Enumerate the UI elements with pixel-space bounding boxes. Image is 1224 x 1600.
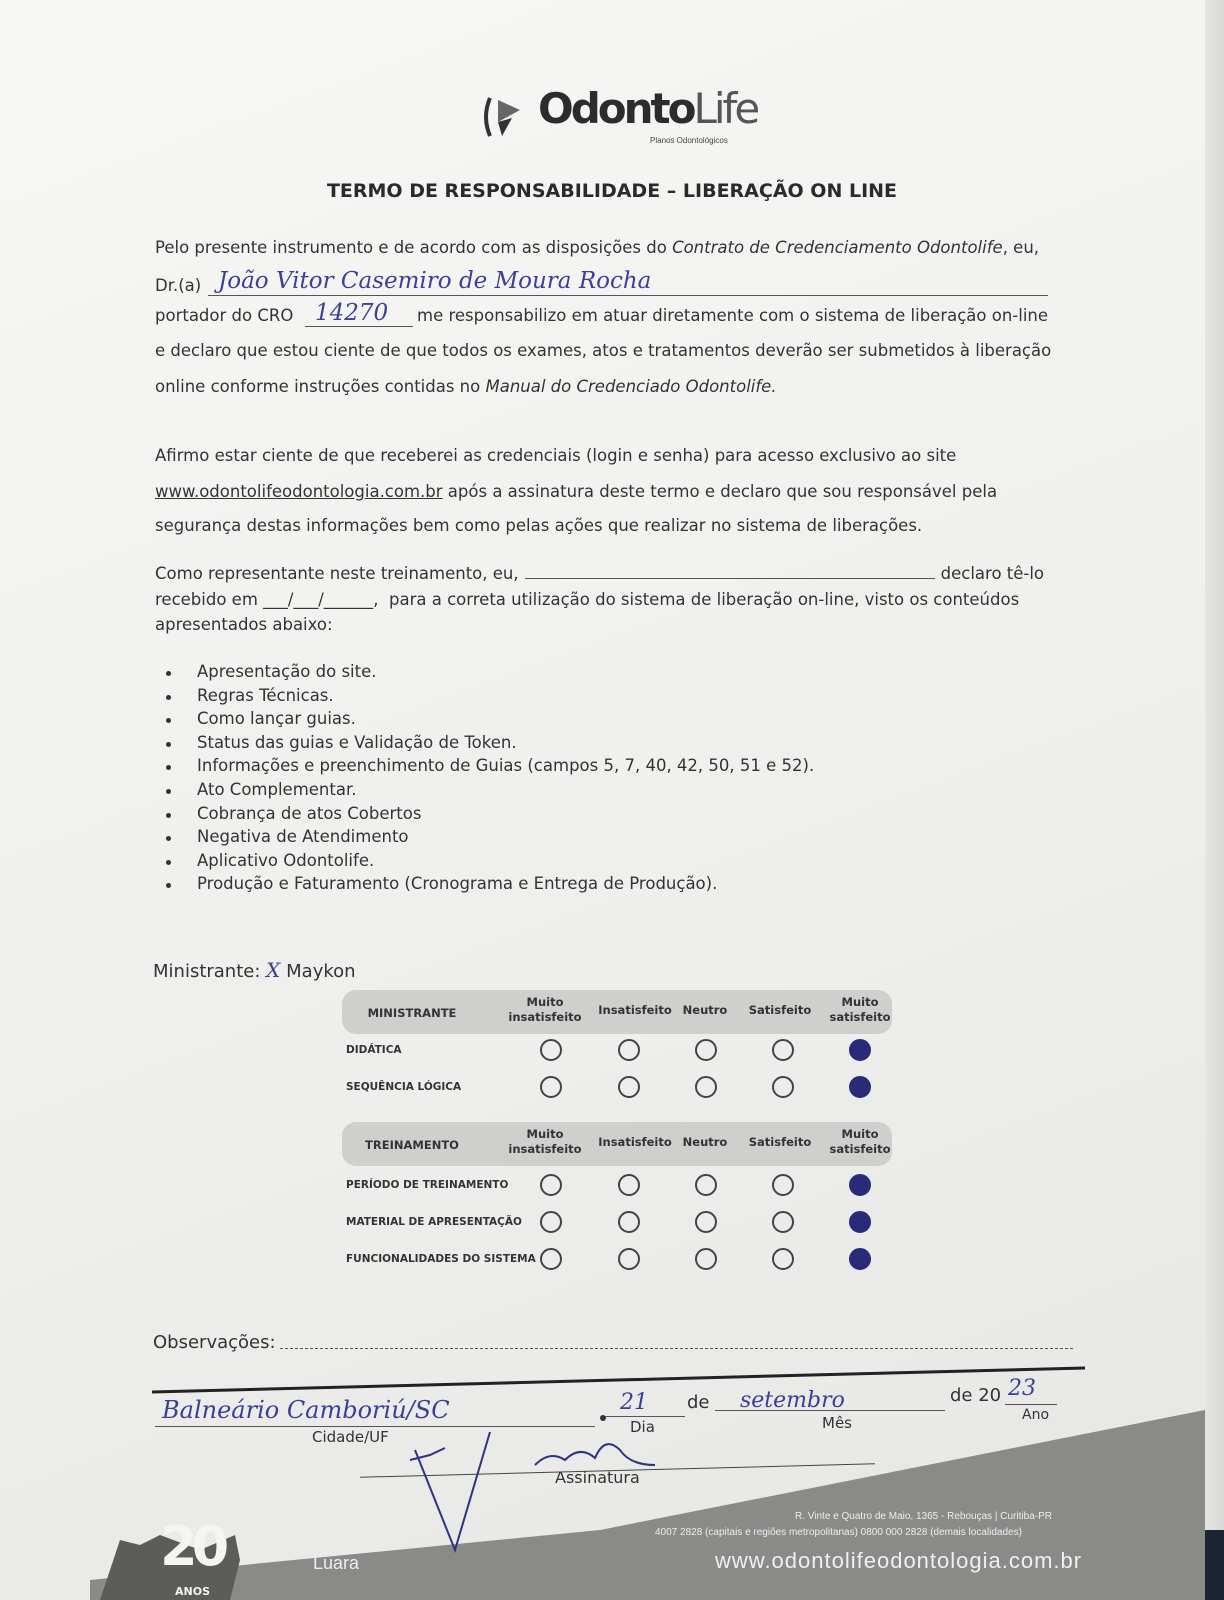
rating-row-label: MATERIAL DE APRESENTAÇÃO (346, 1216, 522, 1228)
table2-header-label: TREINAMENTO (365, 1138, 459, 1152)
rating-radio[interactable] (695, 1039, 717, 1061)
scale-header: Satisfeito (748, 1135, 812, 1149)
scale-header: Muito satisfeito (829, 1127, 891, 1156)
background-strip (1205, 1530, 1224, 1600)
topic-item: Status das guias e Validação de Token. (160, 733, 814, 757)
year-prefix: de 20 (950, 1385, 1002, 1406)
para2-line2: www.odontolifeodontologia.com.br após a assinatura deste termo e declaro que sou responsável pela (155, 482, 998, 501)
cro-label: portador do CRO (155, 306, 294, 325)
month-handwritten: setembro (740, 1388, 845, 1413)
para3-line1: Como representante neste treinamento, eu, declaro tê-lo (155, 564, 1045, 583)
city-handwritten: Balneário Camboriú/SC (162, 1396, 450, 1424)
footer-address: R. Vinte e Quatro de Maio, 1365 - Rebouças | Curitiba-PR (795, 1511, 1052, 1522)
scale-header: Satisfeito (748, 1003, 812, 1017)
logo-wordmark: OdontoLife (538, 84, 758, 133)
scale-header: Muito insatisfeito (508, 995, 582, 1024)
rating-radio[interactable] (618, 1039, 640, 1061)
para1-line4: e declaro que estou ciente de que todos os exames, atos e tratamentos deverão ser submetidos à liberação (155, 341, 1052, 360)
rating-radio[interactable] (849, 1174, 871, 1196)
day-handwritten: 21 (620, 1390, 648, 1415)
topic-item: Apresentação do site. (160, 662, 814, 686)
rating-radio[interactable] (695, 1076, 717, 1098)
scale-header: Muito satisfeito (829, 995, 891, 1024)
website-link[interactable]: www.odontolifeodontologia.com.br (155, 482, 443, 501)
rating-radio[interactable] (618, 1174, 640, 1196)
rating-radio[interactable] (540, 1248, 562, 1270)
rating-row-label: DIDÁTICA (346, 1044, 402, 1056)
scale-header: Neutro (682, 1135, 728, 1149)
scale-header: Muito insatisfeito (508, 1127, 582, 1156)
rating-radio[interactable] (540, 1039, 562, 1061)
rating-radio[interactable] (772, 1211, 794, 1233)
observacoes-line (280, 1348, 1073, 1349)
para1-line3: me responsabilizo em atuar diretamente com o sistema de liberação on-line (417, 306, 1049, 325)
day-label: Dia (630, 1418, 655, 1436)
rating-radio[interactable] (695, 1248, 717, 1270)
signature-handwritten (355, 1430, 875, 1560)
rating-row-label: FUNCIONALIDADES DO SISTEMA (346, 1253, 536, 1265)
odontolife-logo (478, 84, 768, 154)
de-text: de (687, 1392, 710, 1413)
topics-list (160, 662, 814, 898)
para1-line5: online conforme instruções contidas no Manual do Credenciado Odontolife. (155, 377, 777, 396)
dr-name-line (208, 295, 1048, 296)
ministrante-check-mark: X (266, 958, 281, 982)
para3-line3: apresentados abaixo: (155, 615, 333, 634)
rating-radio[interactable] (849, 1076, 871, 1098)
rating-radio[interactable] (849, 1248, 871, 1270)
rating-radio[interactable] (772, 1174, 794, 1196)
rating-radio[interactable] (695, 1174, 717, 1196)
logo-tagline: Planos Odontológicos (650, 136, 728, 145)
para1-line1: Pelo presente instrumento e de acordo com as disposições do Contrato de Credenciamento Odontolife, eu, (155, 238, 1040, 257)
topic-item: Produção e Faturamento (Cronograma e Entrega de Produção). (160, 874, 814, 898)
topic-item: Negativa de Atendimento (160, 827, 814, 851)
year-handwritten: 23 (1008, 1376, 1036, 1401)
footer-phones: 4007 2828 (capitais e regiões metropolitanas) 0800 000 2828 (demais localidades) (655, 1527, 1022, 1538)
dr-name-handwritten: João Vitor Casemiro de Moura Rocha (218, 268, 652, 294)
topic-item: Regras Técnicas. (160, 686, 814, 710)
topic-item: Ato Complementar. (160, 780, 814, 804)
signature-label: Assinatura (555, 1468, 640, 1487)
rating-radio[interactable] (772, 1248, 794, 1270)
anniversary-badge: 20 (160, 1515, 224, 1578)
footer-website: www.odontolifeodontologia.com.br (715, 1548, 1083, 1573)
rating-radio[interactable] (618, 1248, 640, 1270)
ministrante-line: Ministrante: X Maykon (153, 958, 356, 982)
rating-row-label: SEQUÊNCIA LÓGICA (346, 1081, 462, 1093)
topic-item: Informações e preenchimento de Guias (campos 5, 7, 40, 42, 50, 51 e 52). (160, 756, 814, 780)
year-label: Ano (1022, 1407, 1050, 1423)
para2-line1: Afirmo estar ciente de que receberei as credenciais (login e senha) para acesso exclusivo ao site (155, 446, 957, 465)
rating-radio[interactable] (849, 1039, 871, 1061)
para3-line2: recebido em ___/___/______, para a correta utilização do sistema de liberação on-line, visto os conteúdos (155, 590, 1020, 609)
cro-line (305, 326, 413, 327)
rating-radio[interactable] (849, 1211, 871, 1233)
rating-radio[interactable] (618, 1211, 640, 1233)
rating-radio[interactable] (772, 1076, 794, 1098)
scale-header: Neutro (682, 1003, 728, 1017)
rating-radio[interactable] (540, 1174, 562, 1196)
table1-header-label: MINISTRANTE (367, 1006, 457, 1020)
topic-item: Cobrança de atos Cobertos (160, 804, 814, 828)
topic-item: Como lançar guias. (160, 709, 814, 733)
topic-item: Aplicativo Odontolife. (160, 851, 814, 875)
page-edge (1205, 0, 1224, 1600)
observacoes-label: Observações: (153, 1332, 276, 1353)
tooth-logo-icon (480, 92, 530, 142)
month-label: Mês (822, 1414, 852, 1432)
rating-radio[interactable] (695, 1211, 717, 1233)
scale-header: Insatisfeito (598, 1135, 672, 1149)
para2-line3: segurança destas informações bem como pelas ações que realizar no sistema de liberações. (155, 516, 923, 535)
rating-radio[interactable] (618, 1076, 640, 1098)
page-title: TERMO DE RESPONSABILIDADE – LIBERAÇÃO ON LINE (326, 180, 898, 202)
para1-line2: Dr.(a) (155, 276, 202, 295)
city-label: Cidade/UF (312, 1428, 389, 1446)
rating-radio[interactable] (540, 1211, 562, 1233)
rating-row-label: PERÍODO DE TREINAMENTO (346, 1179, 509, 1191)
footer-name: Luara (313, 1553, 360, 1573)
scale-header: Insatisfeito (598, 1003, 672, 1017)
rating-radio[interactable] (540, 1076, 562, 1098)
anniversary-sub: ANOS (175, 1585, 210, 1598)
rating-radio[interactable] (772, 1039, 794, 1061)
cro-handwritten: 14270 (315, 300, 389, 326)
